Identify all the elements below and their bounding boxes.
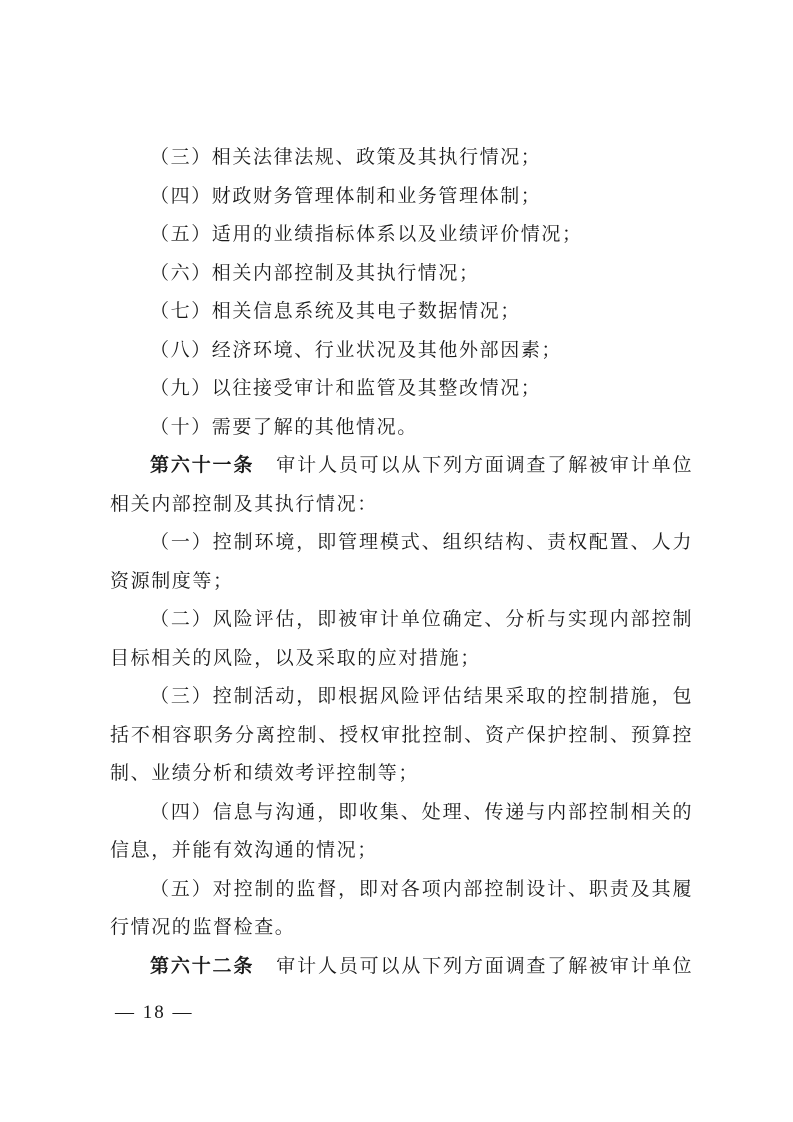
page-number: — 18 — [115,1002,194,1023]
control-item-4-line-2: 信息，并能有效沟通的情况； [110,839,378,861]
list-item: （六）相关内部控制及其执行情况； [150,261,480,284]
control-item-5-line-2: 行情况的监督检查。 [110,916,296,938]
control-item-2-line-2: 目标相关的风险，以及采取的应对措施； [110,646,481,669]
article-61-line-2: 相关内部控制及其执行情况： [110,492,378,515]
control-item-3-line-2: 括不相容职务分离控制、授权审批控制、资产保护控制、预算控 [110,723,692,746]
list-item: （八）经济环境、行业状况及其他外部因素； [150,338,563,361]
article-62-heading: 第六十二条 [150,954,255,977]
control-item-1-line-2: 资源制度等； [110,569,234,592]
article-62-text: 审计人员可以从下列方面调查了解被审计单位 [276,954,692,977]
list-item: （十）需要了解的其他情况。 [150,415,418,438]
article-62-line-1 [110,947,692,986]
list-item: （五）适用的业绩指标体系以及业绩评价情况； [150,223,583,245]
list-item: （九）以往接受审计和监管及其整改情况； [150,377,542,399]
list-item: （七）相关信息系统及其电子数据情况； [150,300,521,322]
control-item-3-line-3: 制、业绩分析和绩效考评控制等； [110,762,420,784]
control-item-3-line-1: （三）控制活动，即根据风险评估结果采取的控制措施，包 [150,685,692,707]
list-item: （三）相关法律法规、政策及其执行情况； [150,146,542,168]
control-item-4-line-1: （四）信息与沟通，即收集、处理、传递与内部控制相关的 [150,800,692,823]
article-61-line-1 [110,446,692,485]
document-body [110,138,692,985]
article-61-text: 审计人员可以从下列方面调查了解被审计单位 [276,454,692,476]
article-61-heading: 第六十一条 [150,454,255,476]
control-item-1-line-1: （一）控制环境，即管理模式、组织结构、责权配置、人力 [150,531,692,553]
control-item-2-line-1: （二）风险评估，即被审计单位确定、分析与实现内部控制 [150,608,692,630]
control-item-5-line-1: （五）对控制的监督，即对各项内部控制设计、职责及其履 [150,877,692,900]
list-item: （四）财政财务管理体制和业务管理体制； [150,184,542,207]
